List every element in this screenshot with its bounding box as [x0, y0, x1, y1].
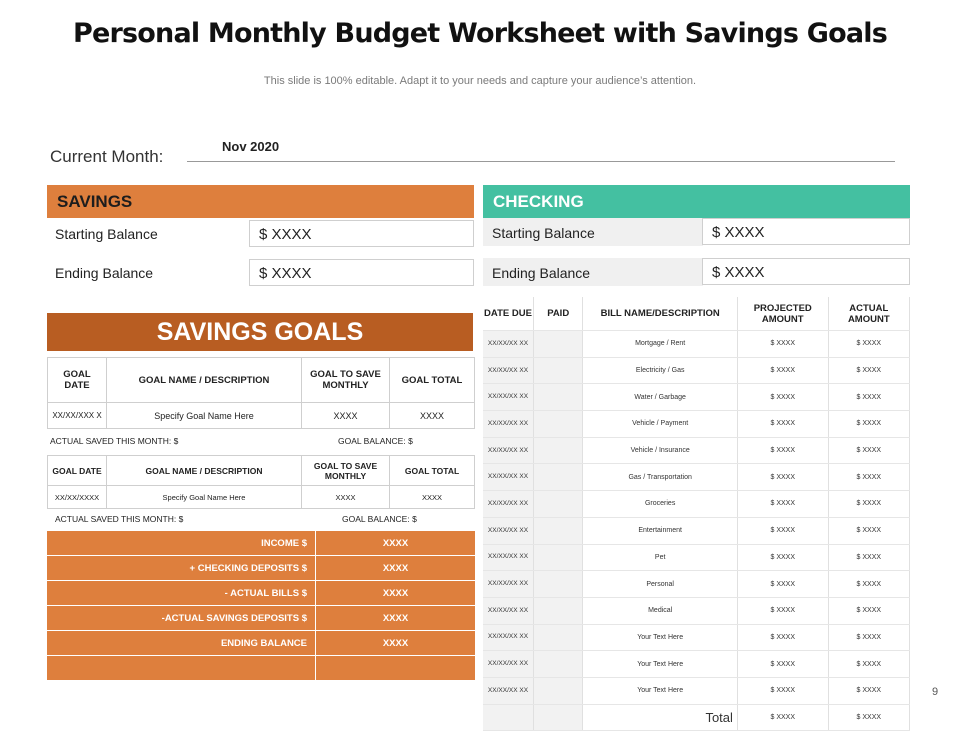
bill-paid-checkbox[interactable]	[533, 384, 582, 411]
bill-actual-cell[interactable]: $ XXXX	[828, 677, 909, 704]
bill-paid-checkbox[interactable]	[533, 411, 582, 438]
bill-date-cell[interactable]: XX/XX/XX XX	[483, 491, 533, 518]
bill-date-cell[interactable]: XX/XX/XX XX	[483, 384, 533, 411]
goal-table-2	[47, 455, 475, 509]
bill-actual-cell[interactable]: $ XXXX	[828, 491, 909, 518]
ending-balance-value[interactable]: XXXX	[316, 631, 476, 656]
bill-projected-cell[interactable]: $ XXXX	[737, 677, 828, 704]
slide-subtitle: This slide is 100% editable. Adapt it to your needs and capture your audience’s attention.	[263, 75, 697, 87]
savings-deposits-label: -ACTUAL SAVINGS DEPOSITS $	[47, 606, 316, 631]
bill-projected-cell[interactable]: $ XXXX	[737, 624, 828, 651]
checking-deposits-label: + CHECKING DEPOSITS $	[47, 556, 316, 581]
ending-balance-label: ENDING BALANCE	[47, 631, 316, 656]
bill-date-cell[interactable]: XX/XX/XX XX	[483, 544, 533, 571]
bill-row	[483, 331, 910, 358]
income-value[interactable]: XXXX	[316, 531, 476, 556]
bill-paid-checkbox[interactable]	[533, 597, 582, 624]
income-row	[47, 656, 476, 681]
bill-row	[483, 464, 910, 491]
goal-monthly-cell[interactable]: XXXX	[302, 486, 390, 509]
bill-date-cell[interactable]: XX/XX/XX XX	[483, 464, 533, 491]
income-summary-table	[46, 530, 476, 681]
bill-date-cell[interactable]: XX/XX/XX XX	[483, 331, 533, 358]
bill-actual-cell[interactable]: $ XXXX	[828, 411, 909, 438]
bill-actual-cell[interactable]: $ XXXX	[828, 651, 909, 678]
goal-monthly-header: GOAL TO SAVE MONTHLY	[302, 358, 390, 403]
checking-deposits-value[interactable]: XXXX	[316, 556, 476, 581]
empty-value[interactable]	[316, 656, 476, 681]
bill-paid-checkbox[interactable]	[533, 544, 582, 571]
bill-paid-checkbox[interactable]	[533, 651, 582, 678]
savings-header: SAVINGS	[47, 185, 474, 218]
bill-projected-cell[interactable]: $ XXXX	[737, 651, 828, 678]
bill-projected-cell[interactable]: $ XXXX	[737, 517, 828, 544]
bill-row	[483, 544, 910, 571]
bill-projected-cell[interactable]: $ XXXX	[737, 411, 828, 438]
bill-date-cell[interactable]: XX/XX/XX XX	[483, 411, 533, 438]
bill-date-cell[interactable]: XX/XX/XX XX	[483, 517, 533, 544]
bill-row	[483, 357, 910, 384]
checking-ending-balance-field[interactable]: $ XXXX	[702, 258, 910, 285]
bill-paid-checkbox[interactable]	[533, 624, 582, 651]
income-row	[47, 556, 476, 581]
bill-row	[483, 571, 910, 598]
bill-row	[483, 517, 910, 544]
bill-name-cell[interactable]: Medical	[583, 597, 738, 624]
bill-row	[483, 491, 910, 518]
bill-projected-cell[interactable]: $ XXXX	[737, 571, 828, 598]
actual-bills-label: - ACTUAL BILLS $	[47, 581, 316, 606]
bill-date-cell[interactable]: XX/XX/XX XX	[483, 357, 533, 384]
bill-projected-cell[interactable]: $ XXXX	[737, 437, 828, 464]
savings-ending-balance-field[interactable]: $ XXXX	[249, 259, 474, 286]
goal-2-balance: GOAL BALANCE: $	[342, 514, 417, 524]
goal-total-header: GOAL TOTAL	[390, 358, 475, 403]
bill-name-cell[interactable]: Your Text Here	[583, 624, 738, 651]
projected-amount-header: PROJECTED AMOUNT	[737, 297, 828, 331]
goal-table-1	[47, 357, 475, 429]
bill-actual-cell[interactable]: $ XXXX	[828, 624, 909, 651]
total-paid-cell	[533, 704, 582, 731]
goal-total-cell[interactable]: XXXX	[390, 403, 475, 429]
bill-name-cell[interactable]: Pet	[583, 544, 738, 571]
bill-name-cell[interactable]: Personal	[583, 571, 738, 598]
date-due-header: DATE DUE	[483, 297, 533, 331]
checking-ending-balance-label: Ending Balance	[492, 265, 591, 281]
bill-actual-cell[interactable]: $ XXXX	[828, 437, 909, 464]
bill-row	[483, 624, 910, 651]
bill-date-cell[interactable]: XX/XX/XX XX	[483, 624, 533, 651]
bill-projected-cell[interactable]: $ XXXX	[737, 597, 828, 624]
total-label: Total	[583, 704, 738, 731]
bill-paid-checkbox[interactable]	[533, 491, 582, 518]
savings-starting-balance-label: Starting Balance	[55, 226, 158, 242]
goal-name-cell[interactable]: Specify Goal Name Here	[107, 403, 302, 429]
total-projected[interactable]: $ XXXX	[737, 704, 828, 731]
income-label: INCOME $	[47, 531, 316, 556]
bill-date-cell[interactable]: XX/XX/XX XX	[483, 571, 533, 598]
bill-projected-cell[interactable]: $ XXXX	[737, 544, 828, 571]
goal-name-header: GOAL NAME / DESCRIPTION	[107, 358, 302, 403]
goal-total-header: GOAL TOTAL	[390, 456, 475, 486]
income-row	[47, 531, 476, 556]
empty-label	[47, 656, 316, 681]
actual-bills-value[interactable]: XXXX	[316, 581, 476, 606]
checking-starting-balance-label: Starting Balance	[492, 225, 595, 241]
bill-name-header: BILL NAME/DESCRIPTION	[583, 297, 738, 331]
bill-row	[483, 597, 910, 624]
page-number: 9	[932, 686, 939, 698]
bill-date-cell[interactable]: XX/XX/XX XX	[483, 597, 533, 624]
bill-name-cell[interactable]: Groceries	[583, 491, 738, 518]
savings-goals-header: SAVINGS GOALS	[47, 313, 473, 351]
goal-date-cell[interactable]: XX/XX/XXXX	[48, 486, 107, 509]
bill-actual-cell[interactable]: $ XXXX	[828, 464, 909, 491]
bill-date-cell[interactable]: XX/XX/XX XX	[483, 677, 533, 704]
bill-name-cell[interactable]: Electricity / Gas	[583, 357, 738, 384]
bill-row	[483, 437, 910, 464]
goal-2-actual-saved: ACTUAL SAVED THIS MONTH: $	[55, 514, 184, 524]
bill-actual-cell[interactable]: $ XXXX	[828, 331, 909, 358]
goal-monthly-cell[interactable]: XXXX	[302, 403, 390, 429]
bill-name-cell[interactable]: Gas / Transportation	[583, 464, 738, 491]
goal-name-cell[interactable]: Specify Goal Name Here	[107, 486, 302, 509]
income-row	[47, 606, 476, 631]
bill-row	[483, 677, 910, 704]
goal-total-cell[interactable]: XXXX	[390, 486, 475, 509]
current-month-underline	[187, 161, 895, 162]
bill-name-cell[interactable]: Water / Garbage	[583, 384, 738, 411]
total-date-cell	[483, 704, 533, 731]
bill-name-cell[interactable]: Vehicle / Insurance	[583, 437, 738, 464]
bills-table	[483, 297, 910, 731]
bill-projected-cell[interactable]: $ XXXX	[737, 464, 828, 491]
bill-name-cell[interactable]: Your Text Here	[583, 651, 738, 678]
bill-paid-checkbox[interactable]	[533, 437, 582, 464]
bill-name-cell[interactable]: Entertainment	[583, 517, 738, 544]
checking-starting-balance-field[interactable]: $ XXXX	[702, 218, 910, 245]
current-month-value[interactable]: Nov 2020	[222, 139, 280, 154]
goal-name-header: GOAL NAME / DESCRIPTION	[107, 456, 302, 486]
goal-1-actual-saved: ACTUAL SAVED THIS MONTH: $	[50, 436, 179, 446]
goal-date-header: GOAL DATE	[48, 456, 107, 486]
bill-paid-checkbox[interactable]	[533, 571, 582, 598]
checking-header: CHECKING	[483, 185, 910, 218]
bill-paid-checkbox[interactable]	[533, 464, 582, 491]
savings-deposits-value[interactable]: XXXX	[316, 606, 476, 631]
total-actual[interactable]: $ XXXX	[828, 704, 909, 731]
bill-paid-checkbox[interactable]	[533, 331, 582, 358]
bill-name-cell[interactable]: Mortgage / Rent	[583, 331, 738, 358]
bill-paid-checkbox[interactable]	[533, 677, 582, 704]
slide-title: Personal Monthly Budget Worksheet with Savings Goals	[72, 18, 888, 49]
bill-projected-cell[interactable]: $ XXXX	[737, 384, 828, 411]
goal-1-balance: GOAL BALANCE: $	[338, 436, 413, 446]
goal-monthly-header: GOAL TO SAVE MONTHLY	[302, 456, 390, 486]
savings-ending-balance-label: Ending Balance	[55, 265, 154, 281]
bill-projected-cell[interactable]: $ XXXX	[737, 331, 828, 358]
goal-date-cell[interactable]: XX/XX/XXX X	[48, 403, 107, 429]
bill-actual-cell[interactable]: $ XXXX	[828, 384, 909, 411]
bill-name-cell[interactable]: Your Text Here	[583, 677, 738, 704]
bill-projected-cell[interactable]: $ XXXX	[737, 491, 828, 518]
bill-actual-cell[interactable]: $ XXXX	[828, 517, 909, 544]
bill-actual-cell[interactable]: $ XXXX	[828, 571, 909, 598]
bill-row	[483, 651, 910, 678]
bill-date-cell[interactable]: XX/XX/XX XX	[483, 437, 533, 464]
bill-paid-checkbox[interactable]	[533, 517, 582, 544]
bill-actual-cell[interactable]: $ XXXX	[828, 544, 909, 571]
actual-amount-header: ACTUAL AMOUNT	[828, 297, 909, 331]
income-row	[47, 581, 476, 606]
paid-header: PAID	[533, 297, 582, 331]
bill-actual-cell[interactable]: $ XXXX	[828, 357, 909, 384]
bill-paid-checkbox[interactable]	[533, 357, 582, 384]
current-month-label: Current Month:	[50, 147, 164, 166]
bill-row	[483, 384, 910, 411]
bill-projected-cell[interactable]: $ XXXX	[737, 357, 828, 384]
bill-row	[483, 411, 910, 438]
bill-date-cell[interactable]: XX/XX/XX XX	[483, 651, 533, 678]
bill-actual-cell[interactable]: $ XXXX	[828, 597, 909, 624]
bill-name-cell[interactable]: Vehicle / Payment	[583, 411, 738, 438]
goal-date-header: GOAL DATE	[48, 358, 107, 403]
savings-starting-balance-field[interactable]: $ XXXX	[249, 220, 474, 247]
income-row	[47, 631, 476, 656]
